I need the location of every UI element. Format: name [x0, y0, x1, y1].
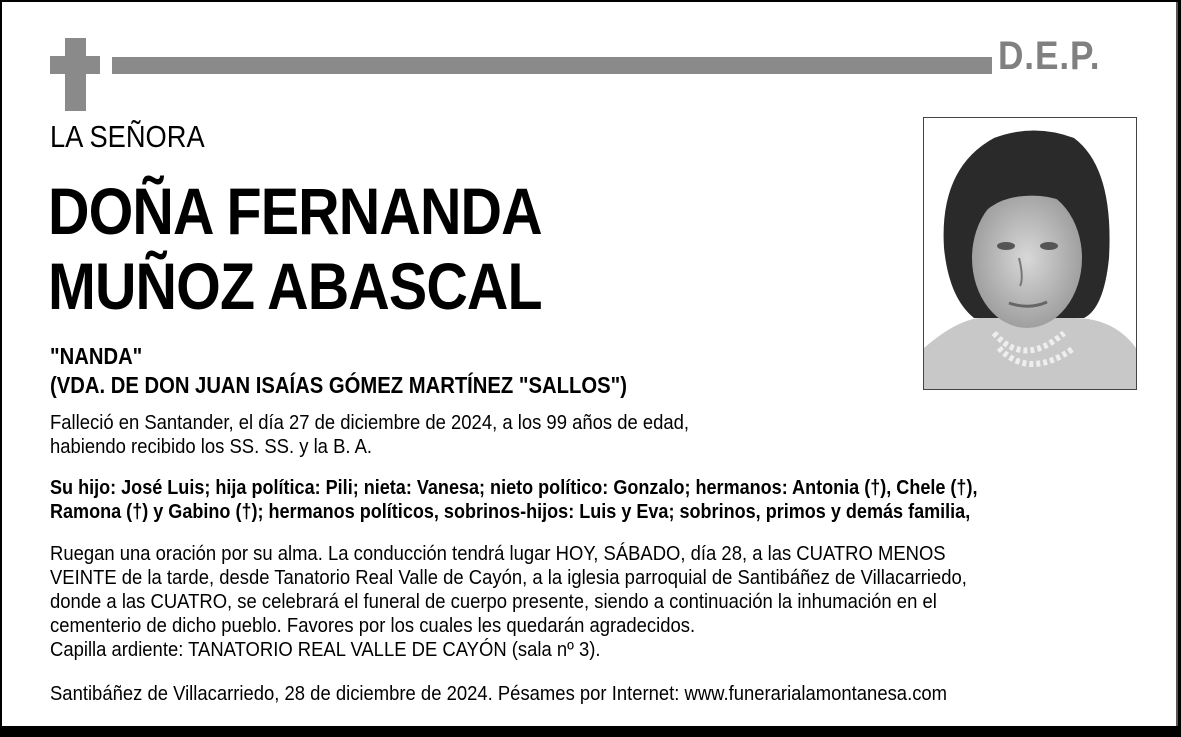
footer-note: Santibáñez de Villacarriedo, 28 de diciembre de 2024. Pésames por Internet: www.funerarialamontanesa.com: [50, 682, 948, 705]
death-notice-line: Falleció en Santander, el día 27 de diciembre de 2024, a los 99 años de edad,: [50, 411, 690, 434]
ceremony-line: Ruegan una oración por su alma. La conducción tendrá lugar HOY, SÁBADO, día 28, a las CUATRO MENOS: [50, 542, 946, 565]
widow-of: (VDA. DE DON JUAN ISAÍAS GÓMEZ MARTÍNEZ "SALLOS"): [50, 372, 627, 398]
deceased-name: [48, 174, 542, 324]
honorific-prefix: LA SEÑORA: [50, 119, 205, 154]
death-notice-line: habiendo recibido los SS. SS. y la B. A.: [50, 435, 373, 458]
nickname: "NANDA": [50, 343, 143, 369]
obituary-card: [2, 2, 1178, 726]
ceremony-details: [50, 542, 967, 662]
deceased-photo: [923, 117, 1137, 390]
name-line-1: DOÑA FERNANDA: [48, 174, 542, 248]
name-line-2: MUÑOZ ABASCAL: [48, 249, 542, 323]
family-line: Su hijo: José Luis; hija política: Pili; nieta: Vanesa; nieto político: Gonzalo; hermanos: Antonia (†), Chele (†),: [50, 476, 978, 499]
ceremony-line: cementerio de dicho pueblo. Favores por los cuales les quedarán agradecidos.: [50, 614, 696, 637]
dep-label: D.E.P.: [998, 34, 1101, 78]
cross-icon-arm: [50, 56, 100, 74]
cross-icon: [65, 38, 86, 111]
family-line: Ramona (†) y Gabino (†); hermanos políticos, sobrinos-hijos: Luis y Eva; sobrinos, primos y demás familia,: [50, 500, 971, 523]
death-notice: [50, 411, 689, 459]
ceremony-line: VEINTE de la tarde, desde Tanatorio Real Valle de Cayón, a la iglesia parroquial de Santibáñez de Villacarriedo,: [50, 566, 967, 589]
ceremony-line: donde a las CUATRO, se celebrará el funeral de cuerpo presente, siendo a continuación la inhumación en el: [50, 590, 937, 613]
header-rule: [112, 57, 992, 74]
family-list: [50, 476, 977, 524]
ceremony-line: Capilla ardiente: TANATORIO REAL VALLE DE CAYÓN (sala nº 3).: [50, 638, 601, 661]
portrait-image: [924, 118, 1136, 389]
